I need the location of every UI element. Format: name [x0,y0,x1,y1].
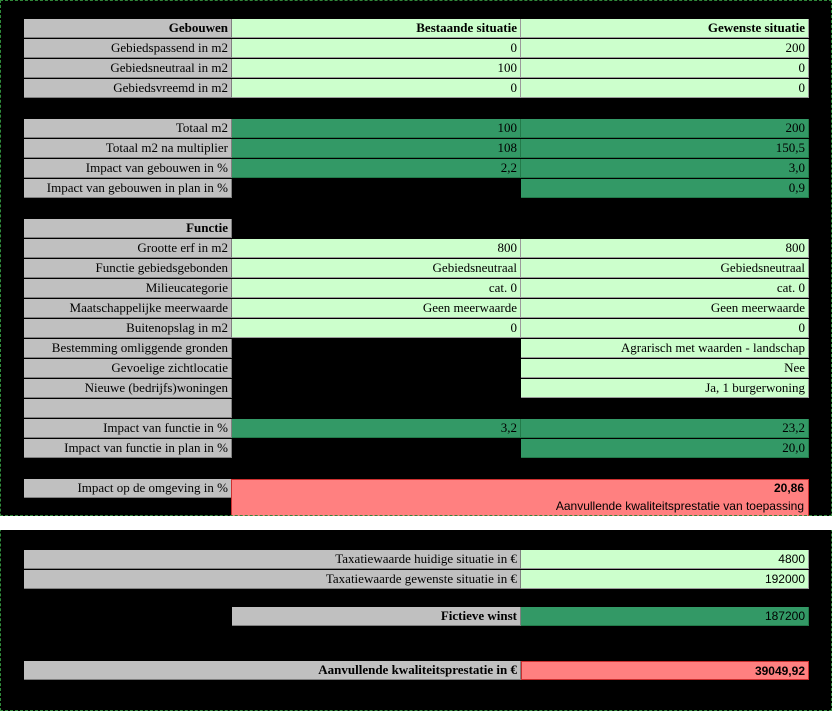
impact-omgeving-result[interactable] [231,479,809,517]
select-meerwaarde-bestaand[interactable]: Geen meerwaarde [232,299,521,318]
input-gebiedspassend-bestaand[interactable]: 0 [232,39,521,58]
row-label-impact-gebouwen-plan[interactable]: Impact van gebouwen in plan in % [24,179,232,198]
row-label-gebiedsvreemd[interactable]: Gebiedsvreemd in m2 [24,79,232,98]
impact-omgeving-value: 20,86 [773,481,804,495]
select-zichtlocatie-gewenst[interactable]: Nee [521,359,809,378]
row-label-grootte-erf[interactable]: Grootte erf in m2 [24,239,232,258]
row-label-impact-gebouwen[interactable]: Impact van gebouwen in % [24,159,232,178]
row-label-impact-omgeving[interactable]: Impact op de omgeving in % [24,479,232,498]
row-label-totaal-multiplier[interactable]: Totaal m2 na multiplier [24,139,232,158]
select-functie-gewenst[interactable]: Gebiedsneutraal [521,259,809,278]
input-taxatie-huidig[interactable]: 4800 [521,550,809,569]
input-gebiedsvreemd-gewenst[interactable]: 0 [521,79,809,98]
row-label-milieucategorie[interactable]: Milieucategorie [24,279,232,298]
row-label-taxatie-huidig[interactable]: Taxatiewaarde huidige situatie in € [24,550,521,569]
select-nieuwe-woningen-gewenst[interactable]: Ja, 1 burgerwoning [521,379,809,398]
row-label-buitenopslag[interactable]: Buitenopslag in m2 [24,319,232,338]
input-grootte-erf-gewenst[interactable]: 800 [521,239,809,258]
select-meerwaarde-gewenst[interactable]: Geen meerwaarde [521,299,809,318]
input-buitenopslag-gewenst[interactable]: 0 [521,319,809,338]
select-milieucategorie-gewenst[interactable]: cat. 0 [521,279,809,298]
row-label-impact-functie[interactable]: Impact van functie in % [24,419,232,438]
select-milieucategorie-bestaand[interactable]: cat. 0 [232,279,521,298]
select-functie-bestaand[interactable]: Gebiedsneutraal [232,259,521,278]
row-label-totaal-m2[interactable]: Totaal m2 [24,119,232,138]
page-break-band [0,516,832,530]
row-label-gebiedspassend[interactable]: Gebiedspassend in m2 [24,39,232,58]
calc-fictieve-winst[interactable]: 187200 [521,607,809,626]
kwaliteitsprestatie-note: Aanvullende kwaliteitsprestatie van toepassing [555,499,804,513]
calc-impact-gebouwen-bestaand[interactable]: 2,2 [232,159,521,178]
input-gebiedsneutraal-gewenst[interactable]: 0 [521,59,809,78]
row-label-nieuwe-woningen[interactable]: Nieuwe (bedrijfs)woningen [24,379,232,398]
input-gebiedsvreemd-bestaand[interactable]: 0 [232,79,521,98]
calc-totaal-multiplier-gewenst[interactable]: 150,5 [521,139,809,158]
col-header-bestaand[interactable]: Bestaande situatie [232,19,521,38]
row-label-empty[interactable] [24,399,232,418]
row-label-taxatie-gewenst[interactable]: Taxatiewaarde gewenste situatie in € [24,570,521,589]
row-label-functie-gebiedsgebonden[interactable]: Functie gebiedsgebonden [24,259,232,278]
input-buitenopslag-bestaand[interactable]: 0 [232,319,521,338]
input-taxatie-gewenst[interactable]: 192000 [521,570,809,589]
select-bestemming-gewenst[interactable]: Agrarisch met waarden - landschap [521,339,809,358]
row-label-gebiedsneutraal[interactable]: Gebiedsneutraal in m2 [24,59,232,78]
row-label-maatschappelijke-meerwaarde[interactable]: Maatschappelijke meerwaarde [24,299,232,318]
calc-impact-functie-gewenst[interactable]: 23,2 [521,419,809,438]
calc-totaal-m2-gewenst[interactable]: 200 [521,119,809,138]
row-label-kwaliteitsprestatie[interactable]: Aanvullende kwaliteitsprestatie in € [24,661,521,680]
row-label-fictieve-winst[interactable]: Fictieve winst [232,607,521,626]
calc-impact-gebouwen-plan[interactable]: 0,9 [521,179,809,198]
input-gebiedsneutraal-bestaand[interactable]: 100 [232,59,521,78]
col-header-gewenst[interactable]: Gewenste situatie [521,19,809,38]
input-gebiedspassend-gewenst[interactable]: 200 [521,39,809,58]
gebouwen-header[interactable]: Gebouwen [24,19,232,38]
row-label-zichtlocatie[interactable]: Gevoelige zichtlocatie [24,359,232,378]
input-grootte-erf-bestaand[interactable]: 800 [232,239,521,258]
calc-impact-functie-bestaand[interactable]: 3,2 [232,419,521,438]
calc-totaal-multiplier-bestaand[interactable]: 108 [232,139,521,158]
calc-totaal-m2-bestaand[interactable]: 100 [232,119,521,138]
calc-kwaliteitsprestatie[interactable]: 39049,92 [521,661,809,680]
row-label-bestemming[interactable]: Bestemming omliggende gronden [24,339,232,358]
calc-impact-functie-plan[interactable]: 20,0 [521,439,809,458]
calc-impact-gebouwen-gewenst[interactable]: 3,0 [521,159,809,178]
functie-header[interactable]: Functie [24,219,232,238]
row-label-impact-functie-plan[interactable]: Impact van functie in plan in % [24,439,232,458]
